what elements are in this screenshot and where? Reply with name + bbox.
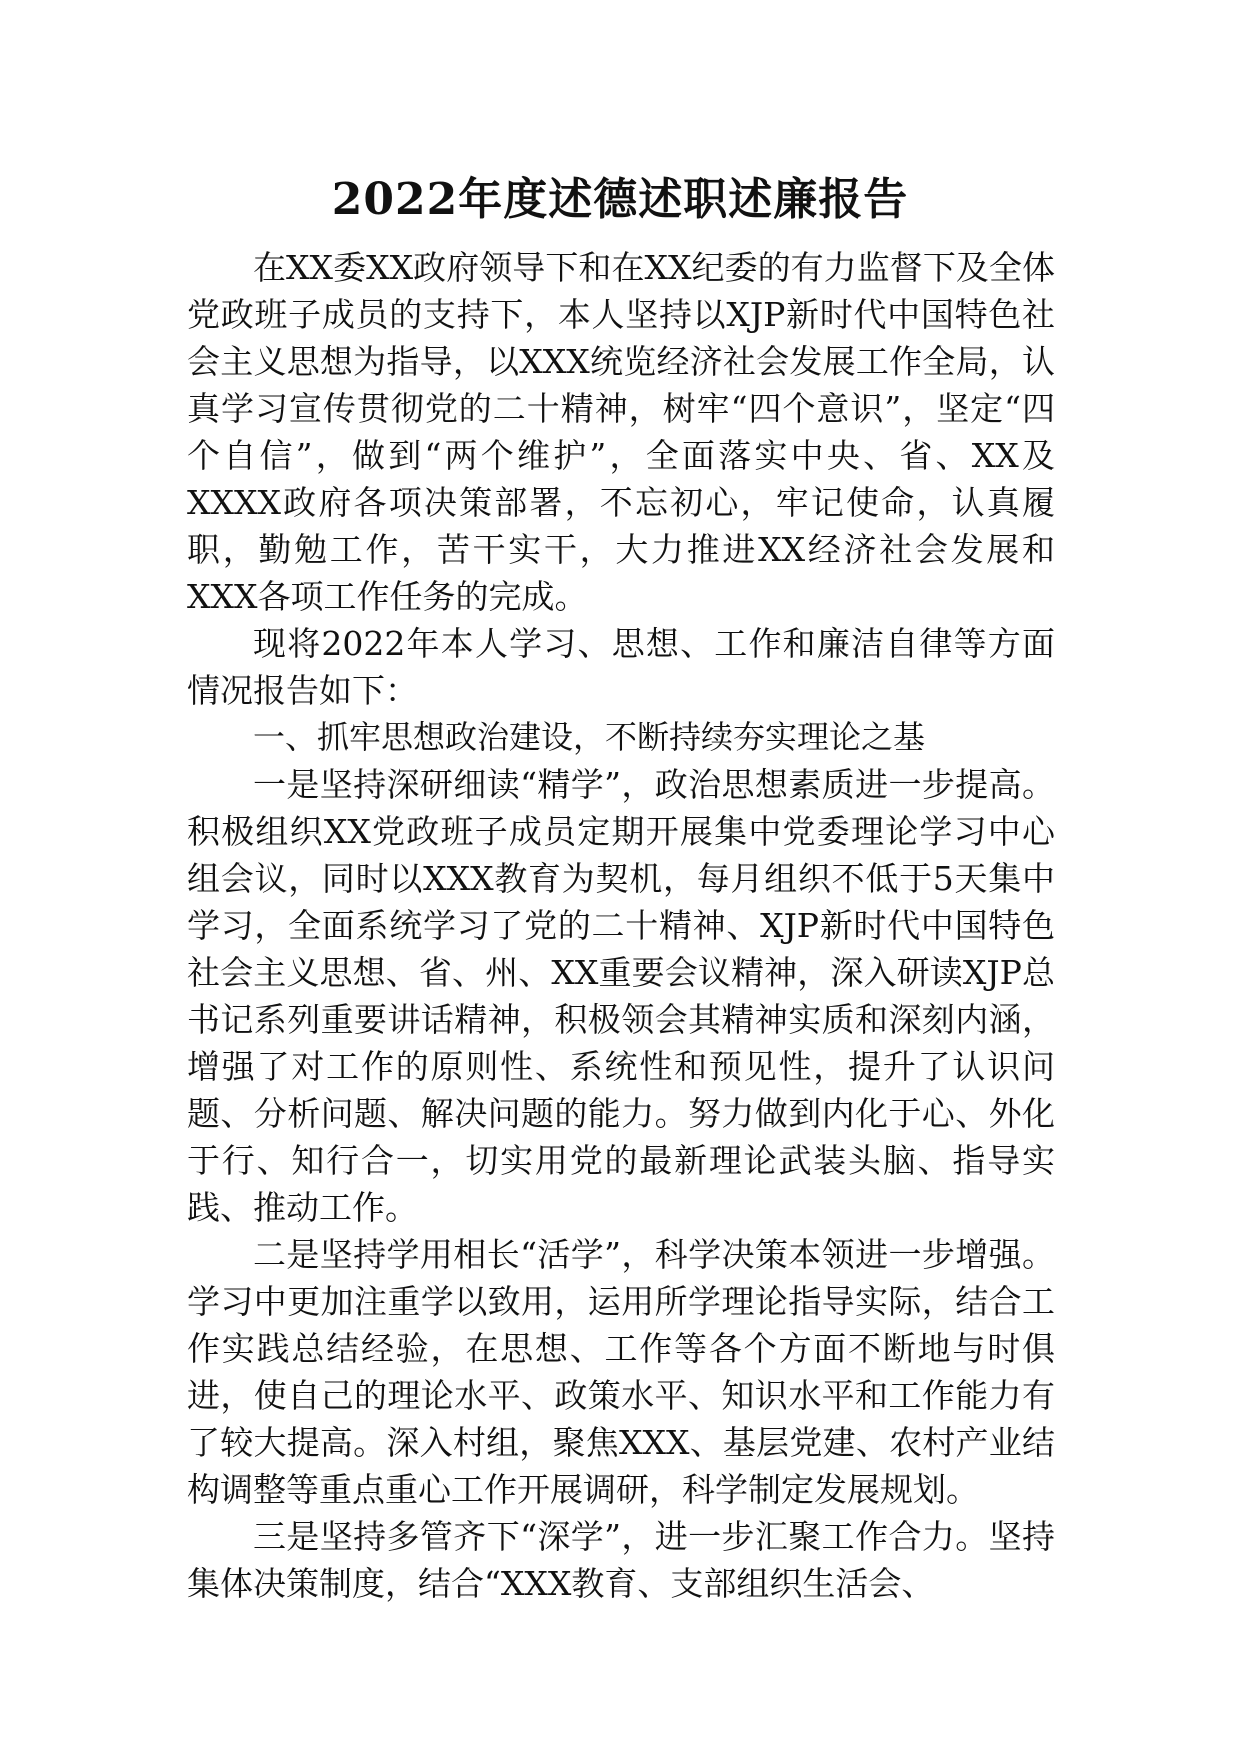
paragraph-study-1: 一是坚持深研细读“精学”，政治思想素质进一步提高。积极组织XX党政班子成员定期开展集中党委理论学习中心组会议，同时以XXX教育为契机，每月组织不低于5天集中学习，全面系统学习了党的二十精神、XJP新时代中国特色社会主义思想、省、州、XX重要会议精神，深入研读XJP总书记系列重要讲话精神，积极领会其精神实质和深刻内涵，增强了对工作的原则性、系统性和预见性，提升了认识问题、分析问题、解决问题的能力。努力做到内化于心、外化于行、知行合一，切实用党的最新理论武装头脑、指导实践、推动工作。 (187, 765, 1055, 1227)
paragraph-report-statement: 现将2022年本人学习、思想、工作和廉洁自律等方面情况报告如下： (187, 624, 1055, 710)
document-body (187, 244, 1055, 1607)
paragraph-study-2: 二是坚持学用相长“活学”，科学决策本领进一步增强。学习中更加注重学以致用，运用所学理论指导实际，结合工作实践总结经验，在思想、工作等各个方面不断地与时俱进，使自己的理论水平、政策水平、知识水平和工作能力有了较大提高。深入村组，聚焦XXX、基层党建、农村产业结构调整等重点重心工作开展调研，科学制定发展规划。 (187, 1235, 1055, 1509)
section-heading-1: 一、抓牢思想政治建设，不断持续夯实理论之基 (253, 718, 926, 756)
paragraph-intro: 在XX委XX政府领导下和在XX纪委的有力监督下及全体党政班子成员的支持下，本人坚持以XJP新时代中国特色社会主义思想为指导，以XXX统览经济社会发展工作全局，认真学习宣传贯彻党的二十精神，树牢“四个意识”，坚定“四个自信”，做到“两个维护”，全面落实中央、省、XX及XXXX政府各项决策部署，不忘初心，牢记使命，认真履职，勤勉工作，苦干实干，大力推进XX经济社会发展和XXX各项工作任务的完成。 (187, 248, 1055, 616)
document-title: 2022年度述德述职述廉报告 (331, 174, 909, 225)
paragraph-study-3: 三是坚持多管齐下“深学”，进一步汇聚工作合力。坚持集体决策制度，结合“XXX教育、支部组织生活会、 (187, 1517, 1055, 1603)
